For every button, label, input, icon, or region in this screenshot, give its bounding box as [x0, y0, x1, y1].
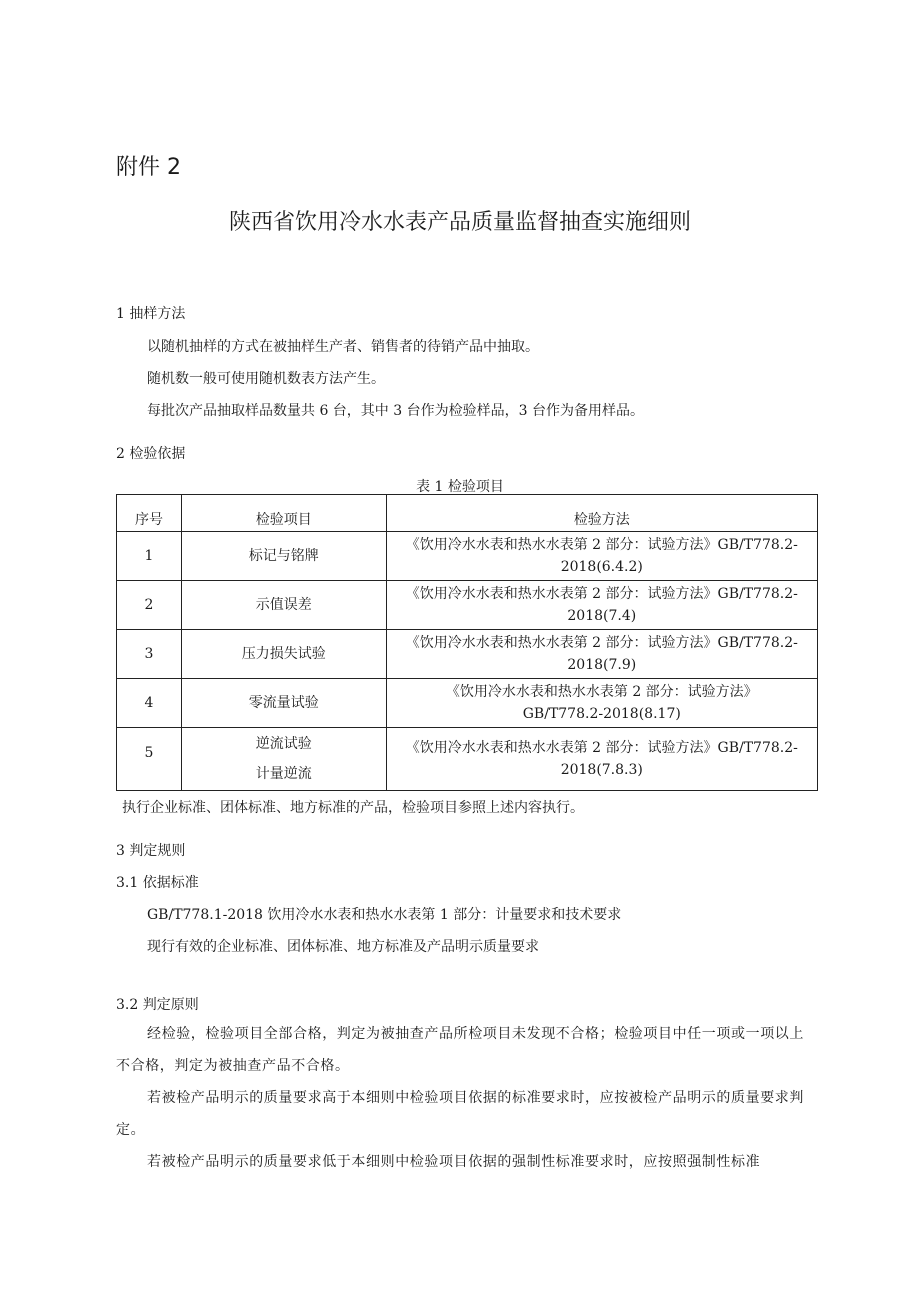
row-number: 5 [117, 728, 182, 791]
row-method [386, 630, 817, 679]
table-row [117, 532, 818, 581]
judgement-paragraph-3: 若被检产品明示的质量要求低于本细则中检验项目依据的强制性标准要求时，应按照强制性标准 [147, 1154, 761, 1170]
row-method [386, 532, 817, 581]
document-title: 陕西省饮用冷水水表产品质量监督抽查实施细则 [228, 210, 691, 235]
method-line-1: 《饮用冷水水表和热水水表第 2 部分：试验方法》GB/T778.2- [405, 740, 798, 756]
table-row [117, 581, 818, 630]
judgement-paragraph-1: 经检验，检验项目全部合格，判定为被抽查产品所检项目未发现不合格；检验项目中任一项或一项以上不合格，判定为被抽查产品不合格。 [116, 1026, 804, 1074]
method-line-1: 《饮用冷水水表和热水水表第 2 部分：试验方法》GB/T778.2- [405, 635, 798, 651]
row-item [181, 728, 386, 791]
row-method [386, 728, 817, 791]
section3-2-heading: 3.2 判定原则 [116, 997, 199, 1013]
section3-heading: 3 判定规则 [116, 843, 186, 859]
method-line-1: 《饮用冷水水表和热水水表第 2 部分：试验方法》 [445, 684, 758, 700]
row-number: 2 [117, 581, 182, 630]
method-line-2: 2018(7.4) [567, 608, 637, 624]
attachment-label: 附件 2 [116, 155, 181, 180]
row-item: 压力损失试验 [181, 630, 386, 679]
section3-1-heading: 3.1 依据标准 [116, 875, 199, 891]
method-line-2: 2018(6.4.2) [560, 559, 643, 575]
column-header-item: 检验项目 [181, 495, 386, 532]
row-item: 零流量试验 [181, 679, 386, 728]
method-line-2: GB/T778.2-2018(8.17) [522, 706, 681, 722]
table-header-row [117, 495, 818, 532]
row-method [386, 679, 817, 728]
row-method [386, 581, 817, 630]
method-line-1: 《饮用冷水水表和热水水表第 2 部分：试验方法》GB/T778.2- [405, 586, 798, 602]
table-row [117, 630, 818, 679]
method-line-2: 2018(7.8.3) [560, 762, 643, 778]
method-line-2: 2018(7.9) [567, 657, 637, 673]
section1-heading: 1 抽样方法 [116, 306, 186, 322]
standard-line-1: GB/T778.1-2018 饮用冷水水表和热水水表第 1 部分：计量要求和技术要求 [147, 907, 622, 923]
row-item-line-1: 逆流试验 [255, 736, 312, 752]
standard-line-2: 现行有效的企业标准、团体标准、地方标准及产品明示质量要求 [147, 939, 539, 955]
row-item-line-2: 计量逆流 [255, 766, 312, 782]
row-item: 标记与铭牌 [181, 532, 386, 581]
row-item: 示值误差 [181, 581, 386, 630]
column-header-method: 检验方法 [386, 495, 817, 532]
judgement-paragraph-2: 若被检产品明示的质量要求高于本细则中检验项目依据的标准要求时，应按被检产品明示的质量要求判定。 [116, 1090, 804, 1138]
table-row [117, 728, 818, 791]
table-row [117, 679, 818, 728]
row-number: 4 [117, 679, 182, 728]
table-caption: 表 1 检验项目 [416, 479, 504, 495]
sampling-line-2: 随机数一般可使用随机数表方法产生。 [147, 371, 385, 387]
row-number: 3 [117, 630, 182, 679]
row-number: 1 [117, 532, 182, 581]
table-note: 执行企业标准、团体标准、地方标准的产品，检验项目参照上述内容执行。 [122, 800, 584, 816]
inspection-items-table [116, 494, 818, 791]
section2-heading: 2 检验依据 [116, 446, 186, 462]
sampling-line-1: 以随机抽样的方式在被抽样生产者、销售者的待销产品中抽取。 [147, 339, 539, 355]
method-line-1: 《饮用冷水水表和热水水表第 2 部分：试验方法》GB/T778.2- [405, 537, 798, 553]
column-header-no: 序号 [117, 495, 182, 532]
sampling-line-3: 每批次产品抽取样品数量共 6 台，其中 3 台作为检验样品，3 台作为备用样品。 [147, 403, 644, 419]
